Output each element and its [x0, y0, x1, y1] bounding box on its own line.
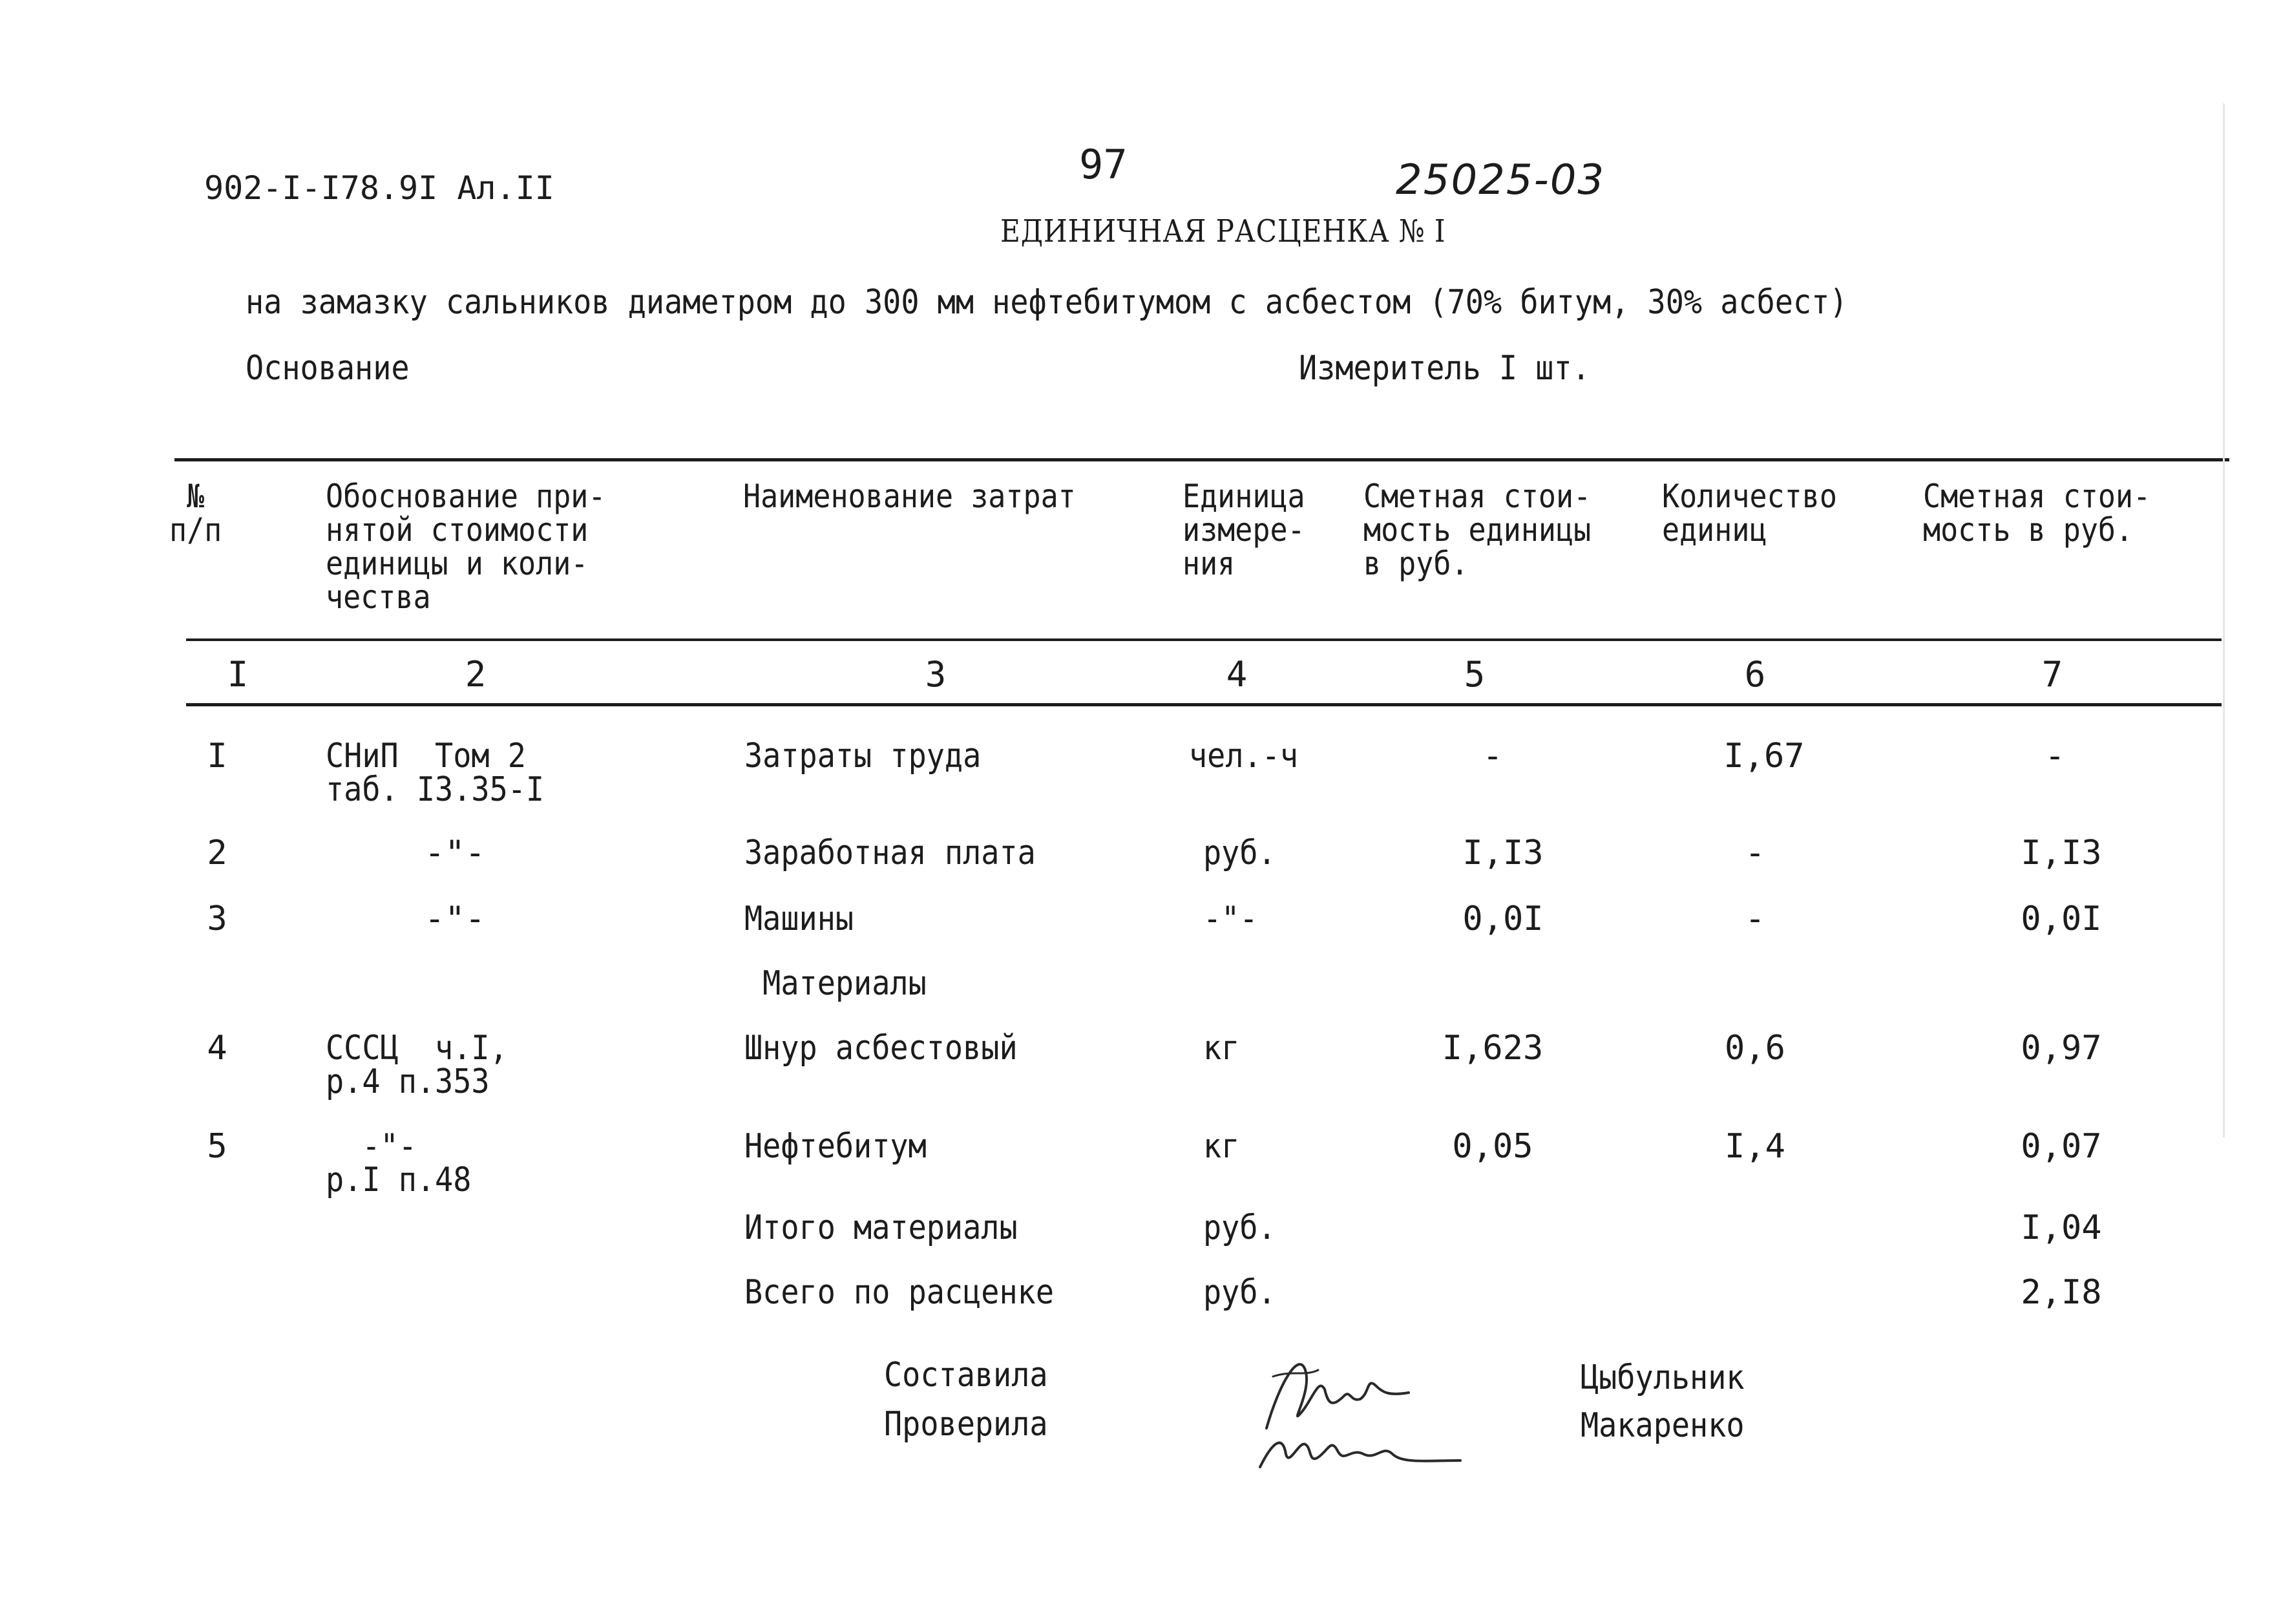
basis-label: Основание — [246, 349, 410, 388]
row-total: 0,07 — [2021, 1127, 2102, 1166]
row-name: Заработная плата — [744, 834, 1036, 872]
row-name: Шнур асбестовый — [744, 1029, 1018, 1068]
col-header-total: Сметная стои- мость в руб. — [1923, 478, 2151, 549]
checked-label: Проверила — [884, 1405, 1048, 1444]
row-total: I,04 — [2021, 1208, 2102, 1247]
row-number: 3 — [207, 900, 227, 938]
row-basis: -"- — [425, 834, 485, 872]
col-header-quantity: Количество единиц — [1662, 478, 1837, 549]
checked-name: Макаренко — [1581, 1406, 1745, 1445]
row-quantity: 0,6 — [1725, 1029, 1785, 1068]
row-quantity: I,67 — [1723, 737, 1805, 775]
row-quantity: - — [1745, 900, 1765, 938]
row-name: Итого материалы — [744, 1208, 1018, 1247]
table-colnum-rule — [186, 703, 2222, 706]
row-basis: -"- — [425, 900, 485, 938]
row-total: 0,97 — [2021, 1029, 2102, 1068]
handwritten-number: 25025-03 — [1396, 156, 1606, 204]
col-number-7: 7 — [2041, 654, 2063, 695]
compiled-label: Составила — [884, 1356, 1048, 1395]
col-number-2: 2 — [465, 654, 487, 695]
row-unit-cost: I,623 — [1442, 1029, 1544, 1068]
row-total: 0,0I — [2021, 900, 2102, 938]
row-basis: -"- р.I п.48 — [326, 1127, 472, 1199]
page-number: 97 — [1079, 141, 1128, 188]
row-total: - — [2044, 737, 2065, 775]
col-number-5: 5 — [1464, 654, 1486, 695]
document-subtitle: на замазку сальников диаметром до 300 мм нефтебитумом с асбестом (70% битум, 30% асбест) — [246, 283, 1848, 322]
row-name: Затраты труда — [744, 737, 982, 775]
document-code: 902-I-I78.9I Ал.II — [204, 169, 554, 207]
row-total: I,I3 — [2021, 834, 2102, 872]
col-number-6: 6 — [1744, 654, 1766, 695]
col-header-basis: Обоснование при- нятой стоимости единицы и коли- чества — [326, 478, 606, 616]
row-unit-cost: - — [1482, 737, 1503, 775]
handwritten-signature — [1254, 1331, 1473, 1473]
row-unit: чел.-ч — [1189, 737, 1299, 775]
compiled-name: Цыбульник — [1581, 1358, 1745, 1397]
document-title: ЕДИНИЧНАЯ РАСЦЕНКА № I — [1000, 213, 1446, 249]
row-number: I — [207, 737, 227, 775]
row-number: 2 — [207, 834, 227, 872]
col-number-3: 3 — [925, 654, 947, 695]
col-header-number: № п/п — [169, 478, 222, 549]
row-unit: -"- — [1203, 900, 1258, 938]
col-header-unit-cost: Сметная стои- мость единицы в руб. — [1363, 478, 1592, 582]
row-total: 2,I8 — [2021, 1273, 2102, 1312]
row-unit-cost: 0,0I — [1462, 900, 1544, 938]
row-name: Машины — [744, 900, 854, 938]
row-name: Нефтебитум — [744, 1127, 927, 1166]
row-basis: СССЦ ч.I, р.4 п.353 — [326, 1029, 508, 1101]
row-unit: кг — [1203, 1127, 1240, 1166]
measure-label: Измеритель I шт. — [1299, 349, 1590, 388]
row-number: 5 — [207, 1127, 227, 1166]
materials-subheading: Материалы — [744, 964, 927, 1003]
row-quantity: - — [1745, 834, 1765, 872]
col-header-name: Наименование затрат — [743, 478, 1076, 515]
row-unit: руб. — [1203, 1273, 1276, 1312]
scan-edge-mark — [2223, 103, 2225, 1137]
table-top-rule — [174, 458, 2229, 461]
row-unit-cost: I,I3 — [1462, 834, 1544, 872]
table-header-rule — [186, 638, 2222, 641]
row-unit: руб. — [1203, 834, 1276, 872]
row-number: 4 — [207, 1029, 227, 1068]
row-unit: руб. — [1203, 1208, 1276, 1247]
row-unit: кг — [1203, 1029, 1240, 1068]
col-header-unit: Единица измере- ния — [1183, 478, 1305, 582]
row-name: Всего по расценке — [744, 1273, 1054, 1312]
row-quantity: I,4 — [1725, 1127, 1785, 1166]
col-number-4: 4 — [1226, 654, 1248, 695]
row-unit-cost: 0,05 — [1452, 1127, 1533, 1166]
col-number-1: I — [227, 654, 249, 695]
row-basis: СНиП Том 2 таб. I3.35-I — [326, 737, 545, 809]
